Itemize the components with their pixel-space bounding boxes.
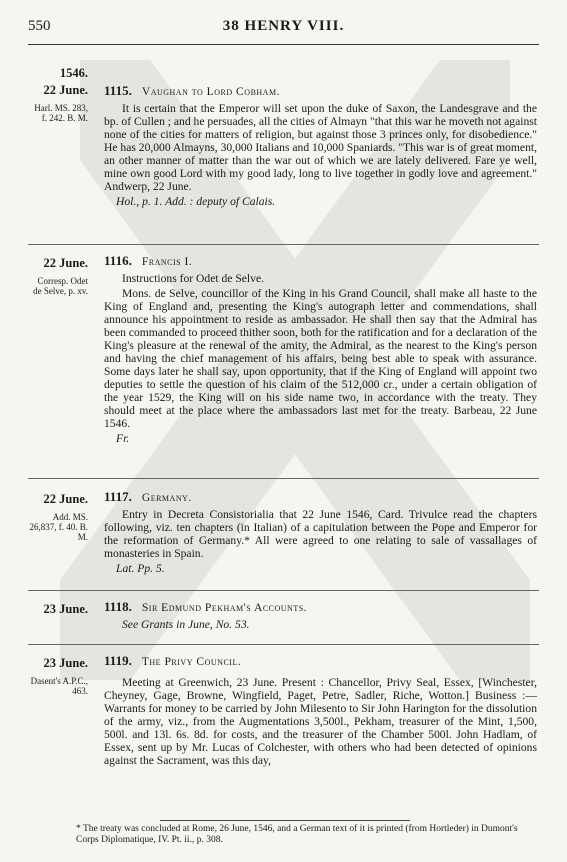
entry-source: Corresp. Odet de Selve, p. xv. xyxy=(33,276,88,296)
entry-margin xyxy=(28,490,88,542)
page-number: 550 xyxy=(28,18,51,34)
entry-1118 xyxy=(28,600,537,631)
entry-separator xyxy=(28,478,539,479)
entry-1119 xyxy=(28,654,537,767)
entry-date: 23 June. xyxy=(43,656,88,670)
entry-paragraph: Entry in Decreta Consistorialia that 22 June 1546, Card. Trivulce read the chapters following, viz. ten chapters (in Italian) of a capitulation between the Pope and Emperor for the reformation of Germany.* All were agreed to one relating to sale of vassallages of monasteries in Spain. xyxy=(104,508,537,560)
entry-number: 1115. xyxy=(104,83,132,98)
entry-number: 1118. xyxy=(104,599,132,614)
entry-date: 22 June. xyxy=(43,256,88,270)
entry-margin xyxy=(28,654,88,696)
entry-separator xyxy=(28,244,539,245)
entry-date: 22 June. xyxy=(43,83,88,97)
entry-heading: Germany. xyxy=(141,491,192,504)
entry-heading: Sir Edmund Pekham's Accounts. xyxy=(141,601,308,614)
entry-margin xyxy=(28,254,88,296)
entry-paragraph: Mons. de Selve, councillor of the King in his Grand Council, shall make all haste to the King of England and, presenting the King's autograph letter and commendations, shall announce his appointment to reside as ambassador. He shall then say that the Admiral has been commanded to proceed thither soon, both for the ratification and for a declaration of the King's pleasure at the renewal of the amity, the Admiral, as the nearest to the King's person and having the chief management of his affairs, being best able to speak with assurance. Some days later he shall say, upon opportunity, that if the King of England will appoint two deputies to settle the question of his claim of the 512,000 cr., under a certain obligation of the year 1529, the King will on his side name two, in accordance with the treaty. They should meet at the place where the ambassadors last met for the treaty. Barbeau, 22 June 1546. xyxy=(104,287,537,430)
entry-margin xyxy=(28,66,88,123)
entry-1116 xyxy=(28,254,537,445)
entry-heading: The Privy Council. xyxy=(141,655,242,668)
entry-note: Lat. Pp. 5. xyxy=(116,562,165,575)
entry-subheading: Instructions for Odet de Selve. xyxy=(122,272,264,285)
page-header xyxy=(28,18,539,38)
entry-number: 1119. xyxy=(104,653,132,668)
entry-number: 1116. xyxy=(104,253,132,268)
entry-separator xyxy=(28,644,539,645)
entry-note: Fr. xyxy=(116,432,130,445)
footnote-rule xyxy=(160,820,410,821)
entry-number: 1117. xyxy=(104,489,132,504)
entry-separator xyxy=(28,590,539,591)
entry-heading: Vaughan to Lord Cobham. xyxy=(141,85,280,98)
header-rule xyxy=(28,44,539,45)
entry-1117 xyxy=(28,490,537,575)
entry-1115 xyxy=(28,66,537,208)
running-title: 38 HENRY VIII. xyxy=(222,18,345,34)
entry-year: 1546. xyxy=(59,66,88,80)
entry-date: 22 June. xyxy=(43,492,88,506)
entry-paragraph: Meeting at Greenwich, 23 June. Present : Chancellor, Privy Seal, Essex, [Winchester, Cheyney, Gage, Browne, Wingfield, Paget, Petre, Sadler, Riche, Wotton.] Business :—Warrants for money to be carried by John Milesento to Sir John Harington for the dissolution of the army, viz., from the Augmentations 3,500l., Pekham, treasurer of the Mint, 1,500, 500l. and 13l. 6s. 8d. for costs, and the treasurer of the Chamber 500l. John Hadlam, of Essex, sent up by Mr. Lucas of Colchester, with others who had been detected of opinions against the Sacrament, was this day, xyxy=(104,676,537,767)
footnote: * The treaty was concluded at Rome, 26 June, 1546, and a German text of it is printed (from Hortleder) in Dumont's Corps Diplomatique, IV. Pt. ii., p. 308. xyxy=(76,824,518,845)
entry-note: Hol., p. 1. Add. : deputy of Calais. xyxy=(116,195,276,208)
entry-source: Harl. MS. 283, f. 242. B. M. xyxy=(34,103,88,123)
entry-source: Add. MS. 26,837, f. 40. B. M. xyxy=(29,512,88,542)
entry-heading: Francis I. xyxy=(141,255,193,268)
entry-source: Dasent's A.P.C., 463. xyxy=(30,676,88,696)
entry-date: 23 June. xyxy=(43,602,88,616)
cross-reference: See Grants in June, No. 53. xyxy=(122,618,250,631)
entry-paragraph: It is certain that the Emperor will set upon the duke of Saxon, the Landesgrave and the bp. of Cullen ; and he persuades, all the cities of Almayn "that this war he moveth not against none of the cities for matters of religion, but against those 3 princes only, for disobedience." He has 20,000 Almayns, 30,000 Italians and 10,000 Spaniards. "This war is of great moment, an other manner of matter than the war out of which we are lately delivered. Fare ye well, mine own good Lord with my good lady, long to live together in godly love and agreement." Andwerp, 22 June. xyxy=(104,102,537,193)
entry-margin xyxy=(28,600,88,618)
